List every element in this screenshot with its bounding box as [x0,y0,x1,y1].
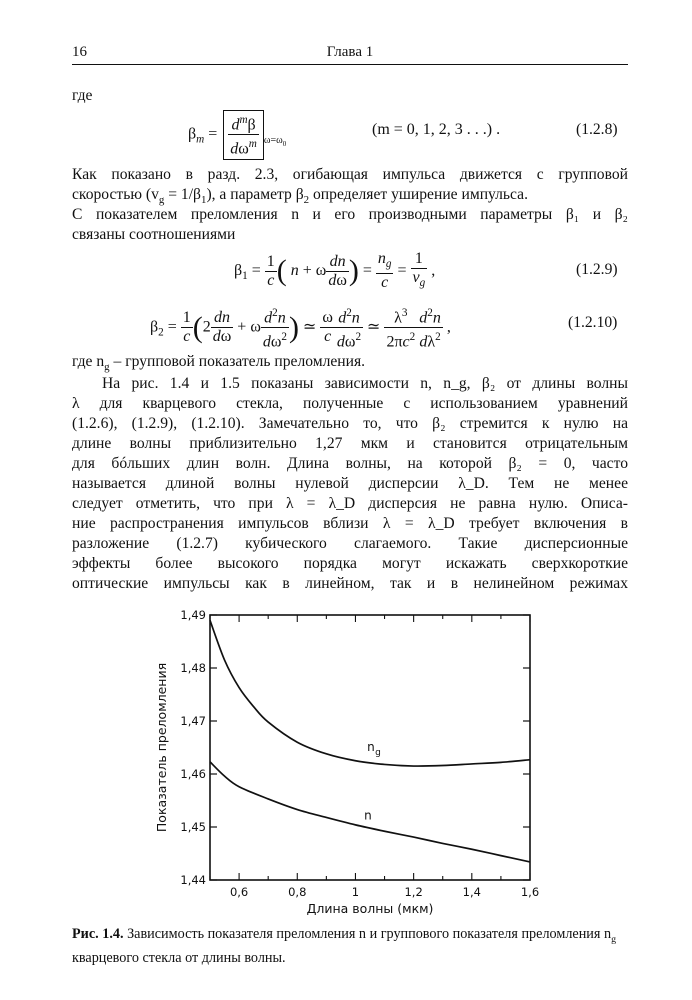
caption-label: Рис. 1.4. [72,926,124,942]
page-number: 16 [72,44,87,60]
paragraph-2-line-6: называется длиной волны нулевой дисперсии λ_D. Тем не менее [72,475,628,492]
y-tick-label: 1,47 [180,714,206,728]
p1-l2-e: ), а параметр β [206,186,304,203]
equation-1-2-9: $\beta_1$ = $\frac{1}{c}$ ( n + ω $\frac{dn}{d\omega}$ ) = $\frac{n_g}{c}$ = $\frac{1}{v_g}$ , [234,250,436,292]
equation-1-2-10-number: (1.2.10) [568,314,618,331]
x-tick-label: 1,4 [462,885,481,899]
x-tick-label: 0,6 [229,885,249,899]
equation-1-2-8-number: (1.2.8) [576,121,618,138]
equation-1-2-9-number: (1.2.9) [576,261,618,278]
p1-l2-f: 2 [303,194,310,207]
page-header [72,42,628,65]
paragraph-2-line-9: разложение (1.2.7) кубического слагаемого. Такие дисперсионные [72,535,628,552]
paragraph-2-line-11: оптические импульсы как в линейном, так и в нелинейном режимах [72,575,628,592]
paragraph-2-line-5: для бóльших длин волн. Длина волны, на которой β₂ = 0, часто [72,455,628,472]
p1-l2-a: скоростью (v [72,186,159,203]
x-axis-label: Длина волны (мкм) [306,901,434,916]
y-tick-label: 1,44 [180,873,206,887]
x-tick-label: 1,2 [404,885,423,899]
y-tick-label: 1,46 [180,767,206,781]
gde2-a: где n [72,353,105,370]
gde2-sub: g [104,361,110,374]
series-label-n: n [364,808,372,823]
paragraph-2-line-10: эффекты более высокого порядка могут искажать сверхкороткие [72,555,628,572]
p1-l2-c: = 1/β [164,186,201,203]
p1-l2-g: определяет уширение импульса. [309,186,528,203]
equation-1-2-10: $\beta_2$ = $\frac{1}{c}$ (2 $\frac{dn}{d\omega}$ + ω $\frac{d^2n}{d\omega^2}$ ) ≃ $\frac{\omega}{c}$ $\frac{d^2n}{d\omega^2}$ ≃ $\frac{\lambda^3}{2\pi c^2}$ $\frac{d^2n}{d\lambda^2}$ , [150,304,451,352]
chapter-title: Глава 1 [326,44,374,60]
gde2-rest: – групповой показатель преломления. [109,353,366,370]
caption-sub: g [611,933,617,945]
paragraph-2-line-7: следует отметить, что при λ = λ_D дисперсия не равна нулю. Описа- [72,495,628,512]
figure-1-4-chart [140,605,560,923]
paragraph-1-line-4: связаны соотношениями [72,226,236,243]
p1-l2-d: 1 [200,194,207,207]
y-tick-label: 1,49 [180,608,206,622]
series-label-ng-sub: g [375,748,381,759]
caption-text: Зависимость показателя преломления n и группового показателя преломления n [123,926,612,942]
caption-tail: кварцевого стекла от длины волны. [72,949,286,966]
paragraph-1-line-1: Как показано в разд. 2.3, огибающая импульса движется с групповой [72,166,628,183]
series-label-ng: n [367,740,375,755]
paragraph-2-line-3: (1.2.6), (1.2.9), (1.2.10). Замечательно то, что β₂ стремится к нулю на [72,415,628,432]
x-tick-label: 1,6 [520,885,540,899]
paragraph-2-line-8: ние распространения импульсов вблизи λ = λ_D требует включения в [72,515,628,532]
paragraph-2-line-1: На рис. 1.4 и 1.5 показаны зависимости n, n_g, β₂ от длины волны [102,375,628,392]
p1-l2-b: g [158,194,165,207]
y-axis-label: Показатель преломления [154,662,169,833]
equation-1-2-8-condition: (m = 0, 1, 2, 3 . . .) . [372,121,501,138]
y-tick-label: 1,45 [180,820,206,834]
paragraph-2-line-2: λ для кварцевого стекла, полученные с использованием уравнений [72,395,628,412]
y-tick-label: 1,48 [180,661,206,675]
equation-1-2-8: $\beta_m$ = $\frac{d^m\beta}{d\omega^m}$ $_{\omega=\omega_0}$ [188,110,286,160]
x-tick-label: 1 [351,885,360,899]
paragraph-2-line-4: длине волны приблизительно 1,27 мкм и становится отрицательным [72,435,628,452]
figure-caption [72,925,628,967]
x-tick-label: 0,8 [288,885,307,899]
paragraph-1-line-3: С показателем преломления n и его производными параметры β₁ и β₂ [72,206,628,223]
word-gde-1: где [72,87,93,104]
